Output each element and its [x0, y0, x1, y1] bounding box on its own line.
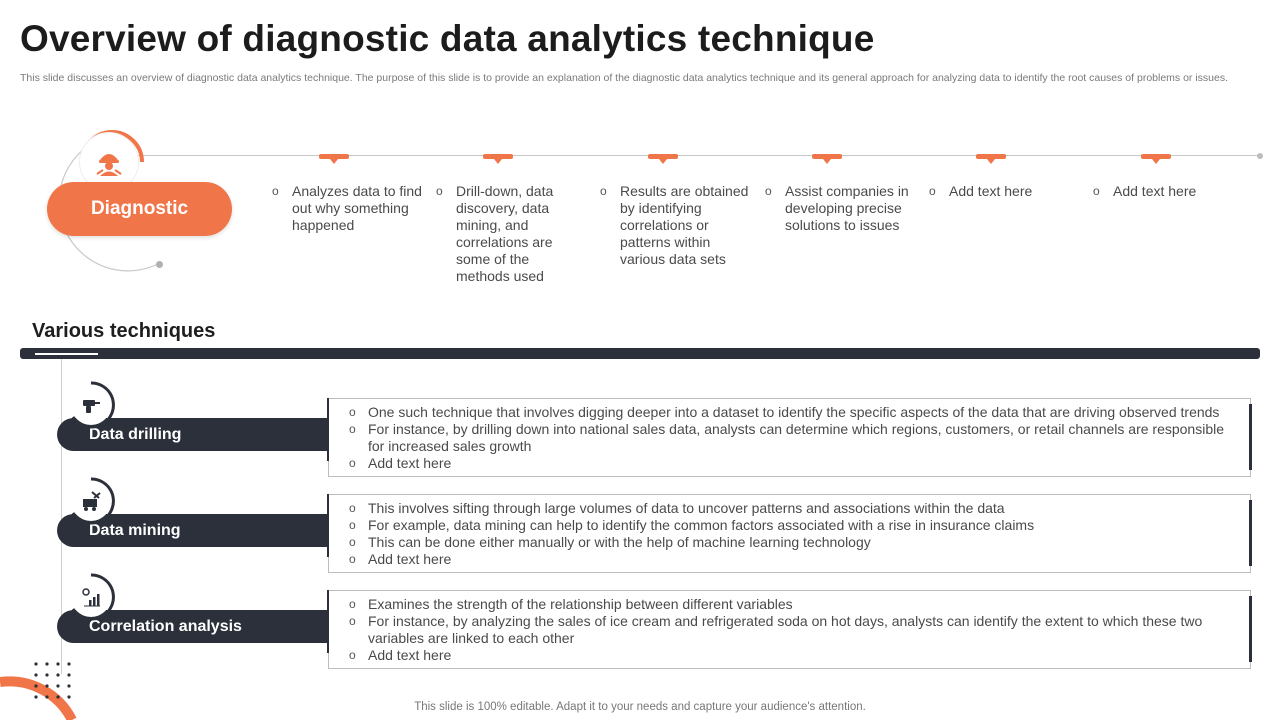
technique-label-correlation-analysis: Correlation analysis [57, 610, 329, 643]
bullet-marker: o [1093, 184, 1100, 198]
technique-detail-item [349, 421, 1240, 455]
diagnostic-point [929, 183, 1079, 200]
bullet-marker: o [349, 535, 356, 549]
bullet-marker: o [349, 597, 356, 611]
technique-details-data-mining [328, 494, 1251, 573]
section-divider-accent [35, 353, 98, 355]
bullet-marker: o [349, 518, 356, 532]
technique-detail-item [349, 596, 1240, 613]
diagnostic-point-text: Drill-down, data discovery, data mining, and correlations are some of the methods used [456, 183, 554, 284]
technique-detail-item [349, 404, 1240, 421]
technique-icon-holder [71, 481, 111, 521]
diagnostic-point-text: Results are obtained by identifying correlations or patterns within various data sets [620, 183, 749, 267]
timeline-marker [976, 154, 1006, 159]
diagnostic-point-text: Analyzes data to find out why something happened [292, 183, 422, 233]
technique-detail-text: For instance, by drilling down into national sales data, analysts can determine which regions, customers, or retail channels are responsible for increased sales growth [368, 421, 1225, 454]
timeline-end-dot [1257, 153, 1263, 159]
correlation-chart-icon [80, 586, 102, 608]
timeline-marker [648, 154, 678, 159]
technique-detail-item [349, 534, 1240, 551]
diagnostic-point-text: Add text here [949, 183, 1033, 199]
diagnostic-arc-end-dot [156, 261, 163, 268]
timeline-marker [319, 154, 349, 159]
drill-icon [80, 394, 102, 416]
technique-detail-item [349, 613, 1240, 647]
technique-detail-text: This can be done either manually or with the help of machine learning technology [368, 534, 871, 550]
timeline-marker [812, 154, 842, 159]
timeline-marker [1141, 154, 1171, 159]
technique-detail-text: Add text here [368, 455, 452, 471]
section-heading: Various techniques [32, 320, 216, 342]
technique-label-data-mining: Data mining [57, 514, 329, 547]
bullet-marker: o [349, 552, 356, 566]
technique-detail-text: One such technique that involves digging deeper into a dataset to identify the specific aspects of the data that are driving observed trends [368, 404, 1220, 420]
technique-detail-text: For instance, by analyzing the sales of ice cream and refrigerated soda on hot days, analysts can identify the extent to which these two variables are linked to each other [368, 613, 1203, 646]
technique-detail-text: Examines the strength of the relationship between different variables [368, 596, 793, 612]
bullet-marker: o [349, 614, 356, 628]
bullet-marker: o [436, 184, 443, 198]
page-title: Overview of diagnostic data analytics technique [20, 18, 875, 59]
bullet-marker: o [349, 405, 356, 419]
mining-cart-icon [80, 490, 102, 512]
bullet-marker: o [349, 422, 356, 436]
diagnostic-point-text: Add text here [1113, 183, 1197, 199]
page-subtitle: This slide discusses an overview of diagnostic data analytics technique. The purpose of this slide is to provide an explanation of the diagnostic data analytics technique and its general approach for analyzing data to identify the root causes of problems or issues. [20, 72, 1229, 84]
section-divider-bar [20, 348, 1260, 359]
diagnostic-label: Diagnostic [47, 182, 232, 236]
diagnostic-point [1093, 183, 1243, 200]
technique-detail-item [349, 517, 1240, 534]
diagnostic-point [600, 183, 750, 268]
bullet-marker: o [349, 456, 356, 470]
technique-detail-text: For example, data mining can help to identify the common factors associated with a rise in insurance claims [368, 517, 1035, 533]
bullet-marker: o [600, 184, 607, 198]
technique-detail-text: Add text here [368, 647, 452, 663]
technique-detail-item [349, 455, 1240, 472]
timeline-line [120, 155, 1260, 156]
bullet-marker: o [349, 501, 356, 515]
technique-icon-holder [71, 385, 111, 425]
box-left-border [327, 398, 329, 461]
technique-icon-holder [71, 577, 111, 617]
bullet-marker: o [765, 184, 772, 198]
technique-detail-item [349, 551, 1240, 568]
box-right-border [1249, 404, 1252, 470]
box-left-border [327, 590, 329, 653]
technique-label-data-drilling: Data drilling [57, 418, 329, 451]
bullet-marker: o [272, 184, 279, 198]
technique-detail-text: Add text here [368, 551, 452, 567]
diagnostic-point [272, 183, 422, 234]
bullet-marker: o [349, 648, 356, 662]
worker-helmet-icon [93, 146, 125, 178]
technique-detail-text: This involves sifting through large volumes of data to uncover patterns and associations within the data [368, 500, 1005, 516]
diagnostic-point-text: Assist companies in developing precise solutions to issues [785, 183, 909, 233]
dot-grid-decoration [34, 662, 78, 706]
diagnostic-point [765, 183, 915, 234]
technique-details-data-drilling [328, 398, 1251, 477]
footer-note: This slide is 100% editable. Adapt it to your needs and capture your audience's attention. [414, 701, 866, 713]
technique-detail-item [349, 647, 1240, 664]
timeline-marker [483, 154, 513, 159]
box-right-border [1249, 596, 1252, 662]
box-left-border [327, 494, 329, 557]
bullet-marker: o [929, 184, 936, 198]
diagnostic-point [436, 183, 586, 285]
technique-detail-item [349, 500, 1240, 517]
box-right-border [1249, 500, 1252, 566]
technique-details-correlation-analysis [328, 590, 1251, 669]
